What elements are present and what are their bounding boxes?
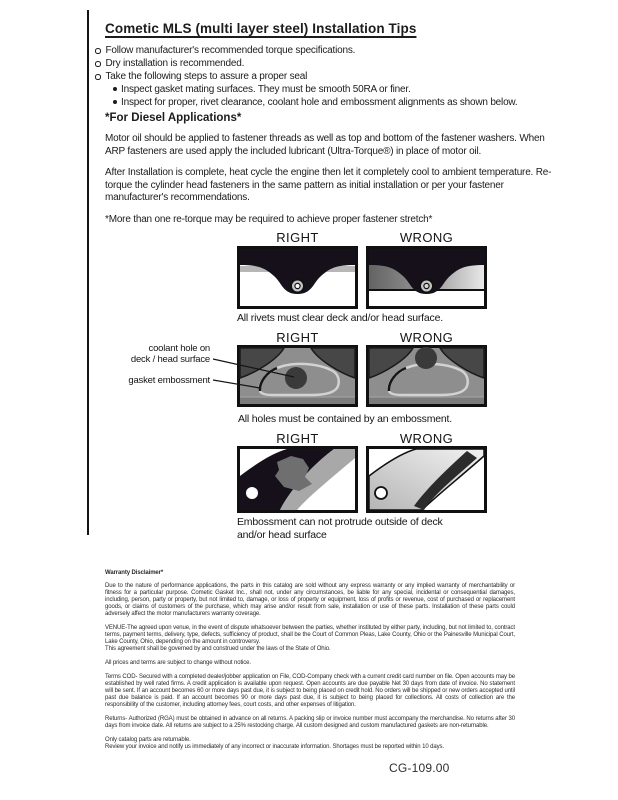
rivet-clearance-wrong-diagram (366, 246, 487, 309)
list-item-text: Follow manufacturer's recommended torque specifications. (105, 45, 356, 56)
diesel-paragraph-1: Motor oil should be applied to fastener threads as well as top and bottom of the fastener washers. When ARP fasteners are used apply the included lubricant (Ultra-Torque®) in place of motor oil. (105, 133, 545, 157)
legal-section (105, 570, 515, 758)
venue-paragraph: VENUE-The agreed upon venue, in the event of dispute whatsoever between the parties, whether instituted by either party, including, but not limited to, contract terms, payment terms, delivery, type, defects, sufficiency of product, shall be the Court of Common Pleas, Lake County, Ohio or the Painesville Municipal Court, Lake County, Ohio, depending on the amount in controversy. (105, 625, 515, 645)
embossment-protrusion-right-illustration (237, 446, 358, 513)
right-label: RIGHT (276, 431, 319, 446)
circle-bullet-icon (95, 48, 101, 54)
embossment-protrusion-wrong-diagram (366, 446, 487, 513)
list-item-text: Inspect gasket mating surfaces. They must be smooth 50RA or finer. (121, 84, 411, 95)
review-line: Review your invoice and notify us immediately of any incorrect or inaccurate information. Shortages must be reported within 10 days. (105, 744, 444, 750)
sub-list-item (113, 83, 565, 96)
wrong-label: WRONG (399, 431, 454, 446)
list-item (95, 70, 565, 83)
page-title: Cometic MLS (multi layer steel) Installation Tips (105, 21, 417, 36)
gasket-embossment-label: gasket embossment (128, 375, 210, 386)
dot-bullet-icon (113, 87, 117, 91)
doc-code: CG-109.00 (389, 761, 450, 775)
diagram-section (0, 228, 618, 570)
embossment-caption: Embossment can not protrude outside of deck and/or head surface (237, 516, 443, 541)
right-label: RIGHT (276, 330, 319, 345)
returns-paragraph: Returns- Authorized (RGA) must be obtained in advance on all returns. A packing slip or invoice number must accompany the merchandise. No returns after 30 days from invoice date. All returns are subject to a 25% restocking charge. All custom designed and custom manufactured gaskets are non-returnable. (105, 716, 515, 729)
rivet-clearance-wrong-illustration (366, 246, 487, 309)
coolant-hole-right-illustration (237, 345, 358, 407)
list-item (95, 57, 565, 70)
page-header (105, 20, 565, 38)
embossment-protrusion-wrong-illustration (366, 446, 487, 513)
coolant-hole-wrong-illustration (366, 345, 487, 407)
coolant-hole-right-diagram (237, 345, 358, 407)
list-item (95, 44, 565, 57)
prices-line: All prices and terms are subject to change without notice. (105, 660, 251, 666)
diesel-paragraph-2: After Installation is complete, heat cycle the engine then let it completely cool to ambient temperature. Re-torque the cylinder head fasteners in the same pattern as initial installation or per your fastener manufacturer's recommendations. (105, 167, 552, 203)
list-item-text: Dry installation is recommended. (105, 58, 245, 69)
warranty-disclaimer-heading: Warranty Disclaimer* (105, 570, 164, 576)
returnable-line: Only catalog parts are returnable. (105, 737, 191, 743)
coolant-hole-label: coolant hole on deck / head surface (130, 343, 210, 365)
terms-paragraph: Terms COD- Secured with a completed dealer/jobber application on File, COD-Company check with a current credit card number on file. Open accounts may be established by well rated firms. A credit application is available upon request. Open accounts are due payable Net 30 days from date of invoice. No statement will be sent. If an account becomes 60 or more days past due, it is subject to being placed on credit hold. No orders will be shipped or new orders accepted until past due balance is paid. If an account becomes 90 or more days past due, it is subject to being placed for collections. All costs of collection are the responsibility of the customer, including attorney fees, court costs, and other expenses of litigation. (105, 674, 515, 708)
disclaimer-paragraph: Due to the nature of performance applications, the parts in this catalog are sold without any express warranty or any implied warranty of merchantability or fitness for a particular purpose. Cometic Gasket Inc., shall not, under any circumstances, be liable for any special, incidental or consequential damages, including, person, party or property, but not limited to, damage, or loss of property or equipment, loss of profits or revenue, cost of purchased or replacement goods, or claims of customers of the purchase, which may arise and/or result from sale, installation or use of these parts. Installation of these parts could adversely affect the motor manufacturers warranty coverage. (105, 583, 515, 617)
embossment-protrusion-right-diagram (237, 446, 358, 513)
installation-tips-list (95, 44, 565, 109)
diesel-applications-section (105, 112, 557, 235)
rivet-caption: All rivets must clear deck and/or head surface. (237, 312, 443, 324)
rivet-clearance-right-illustration (237, 246, 358, 309)
holes-caption: All holes must be contained by an embossment. (238, 413, 452, 425)
wrong-label: WRONG (399, 230, 454, 245)
governing-law-line: This agreement shall be governed by and construed under the laws of the State of Ohio. (105, 646, 331, 652)
sub-list-item (113, 96, 565, 109)
list-item-text: Take the following steps to assure a proper seal (105, 71, 308, 82)
retorque-note: *More than one re-torque may be required to achieve proper fastener stretch* (105, 213, 433, 225)
right-label: RIGHT (276, 230, 319, 245)
wrong-label: WRONG (399, 330, 454, 345)
dot-bullet-icon (113, 100, 117, 104)
circle-bullet-icon (95, 74, 101, 80)
rivet-clearance-right-diagram (237, 246, 358, 309)
coolant-hole-wrong-diagram (366, 345, 487, 407)
list-item-text: Inspect for proper, rivet clearance, coolant hole and embossment alignments as shown below. (121, 97, 518, 108)
diesel-heading: *For Diesel Applications* (105, 112, 242, 124)
circle-bullet-icon (95, 61, 101, 67)
